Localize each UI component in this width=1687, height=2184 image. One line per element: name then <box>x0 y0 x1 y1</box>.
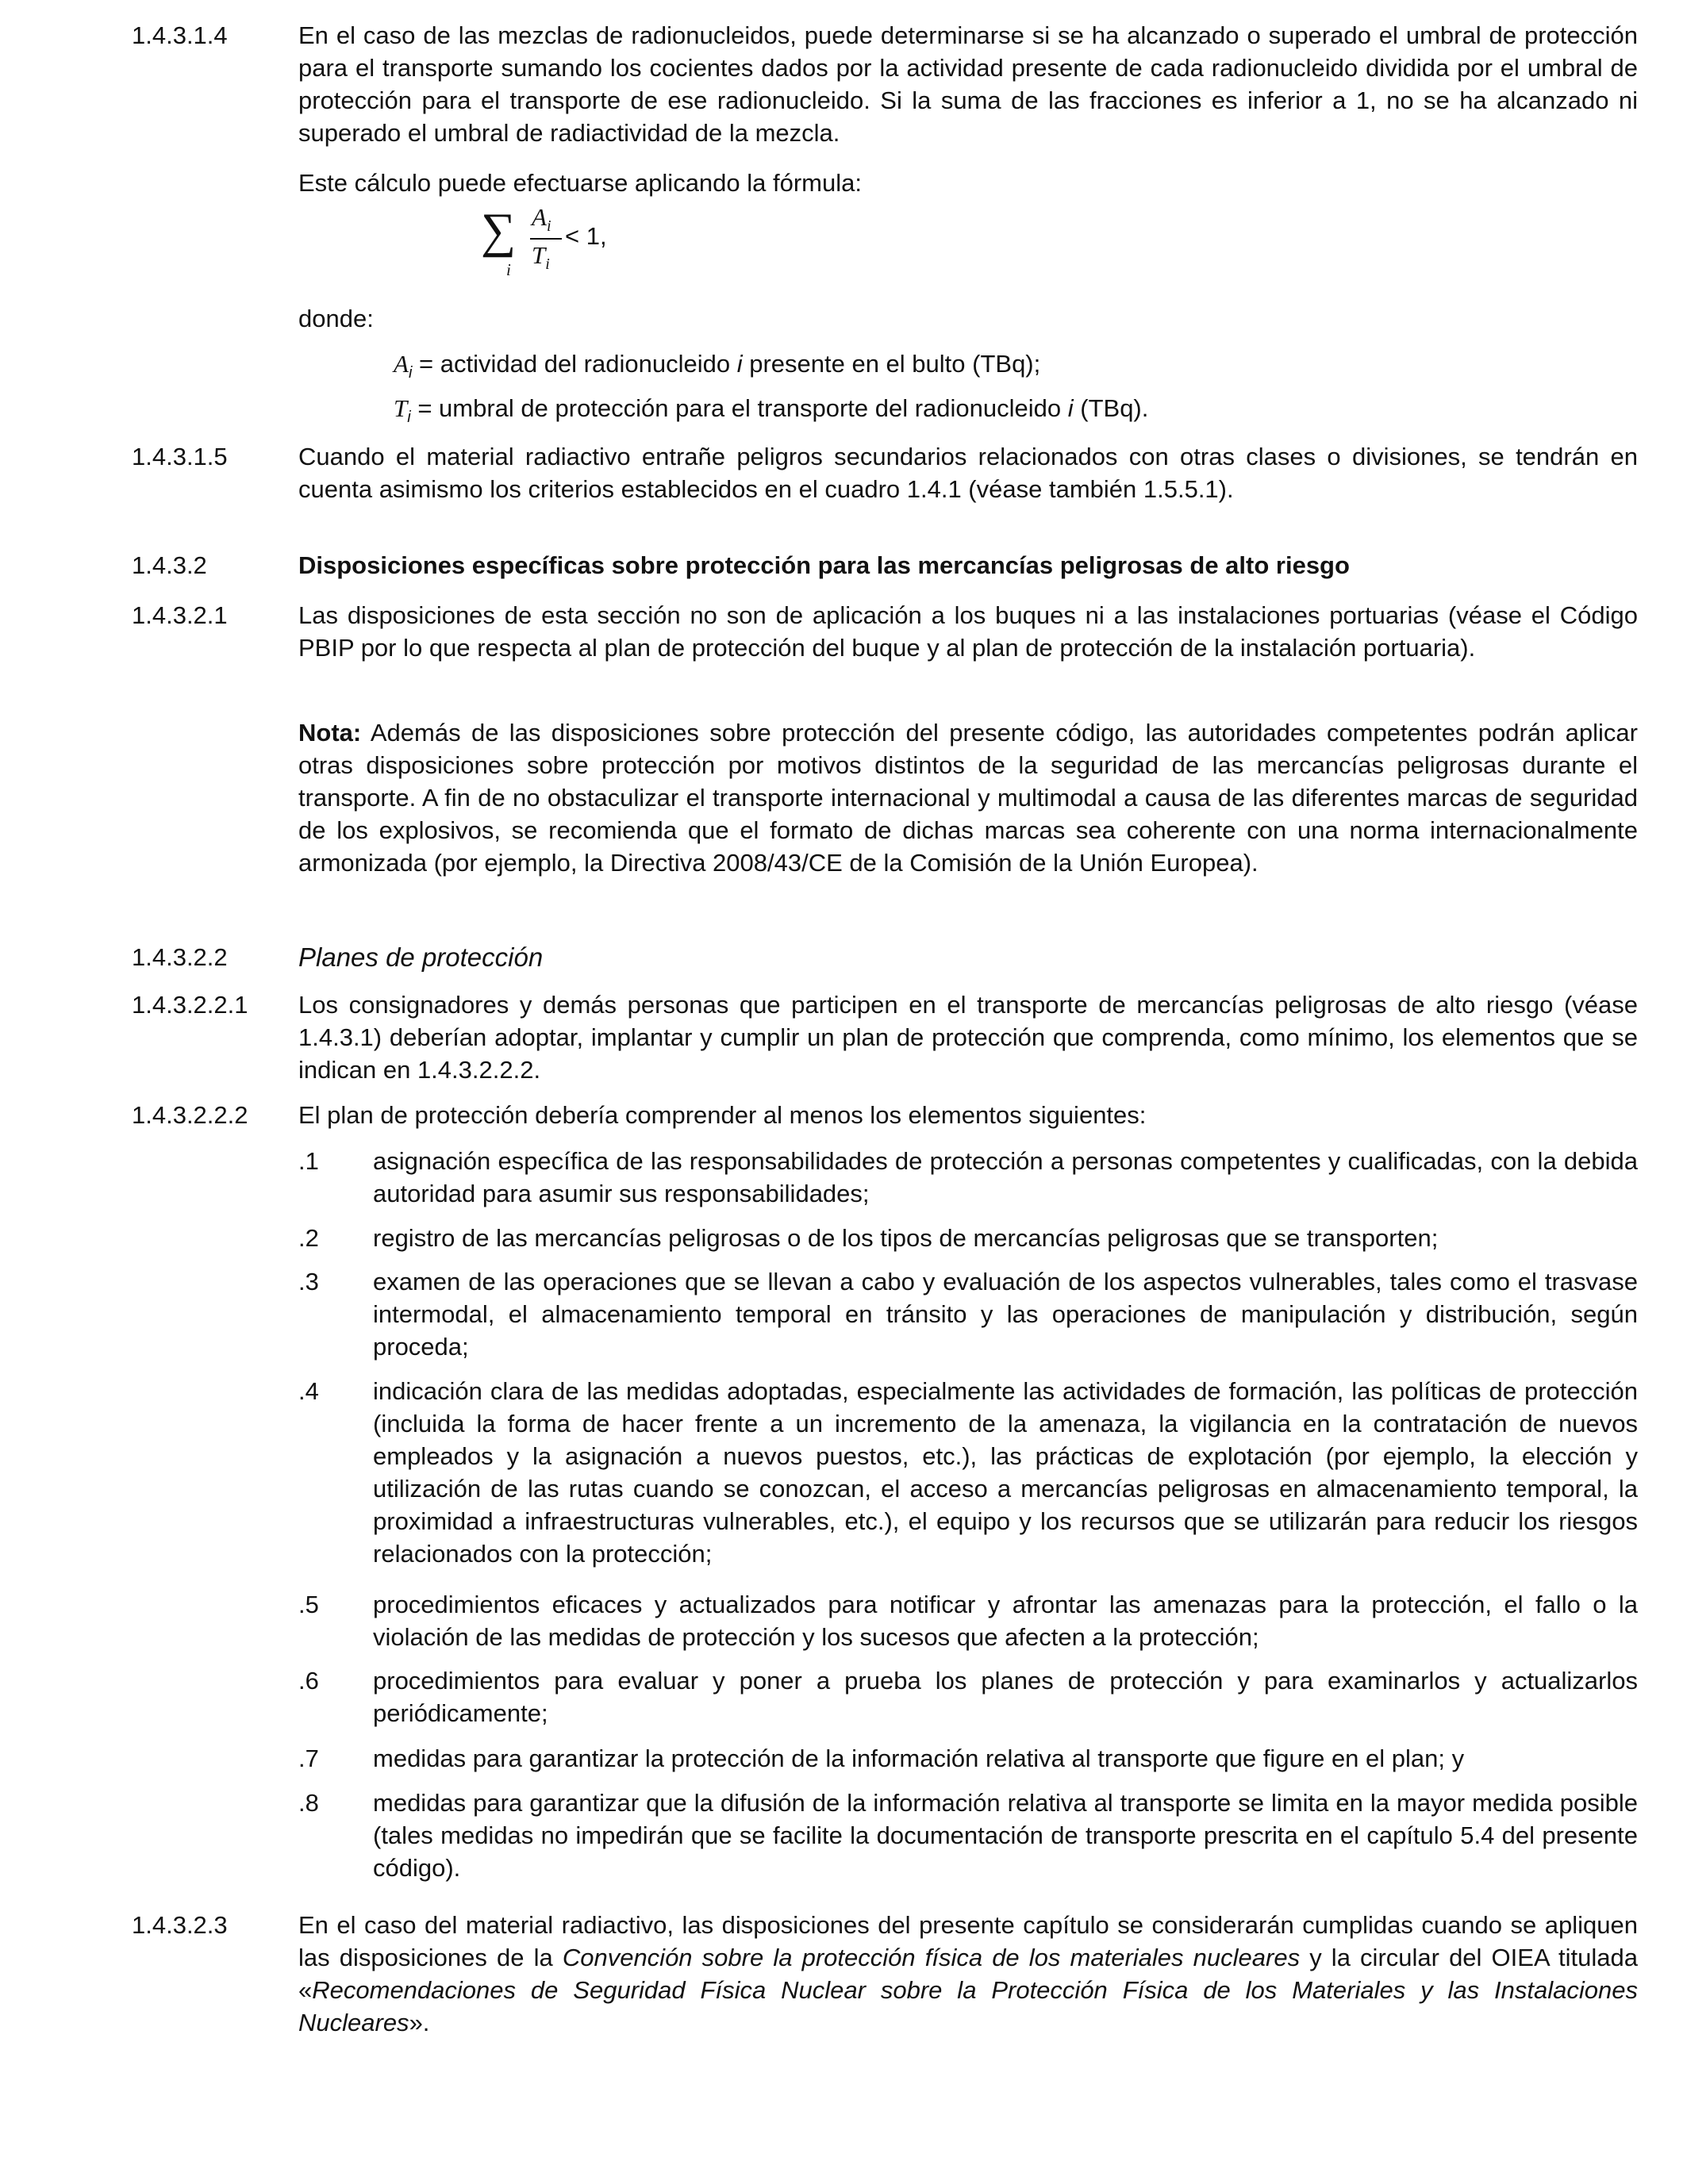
list-item-label: .4 <box>298 1377 319 1405</box>
list-item-label: .2 <box>298 1224 319 1252</box>
list-item-text: medidas para garantizar la protección de la información relativa al transporte que figure en el plan; y <box>373 1745 1465 1772</box>
section-number: 1.4.3.2.1 <box>132 601 228 629</box>
section-heading: Disposiciones específicas sobre protección para las mercancías peligrosas de alto riesgo <box>298 551 1350 579</box>
section-paragraph: Las disposiciones de esta sección no son de aplicación a los buques ni a las instalaciones portuarias (véase el Código PBIP por lo que respecta al plan de protección del buque y al plan de protección de la instalación portuaria). <box>298 601 1638 662</box>
section-paragraph: Los consignadores y demás personas que participen en el transporte de mercancías peligrosas de alto riesgo (véase 1.4.3.1) deberían adoptar, implantar y cumplir un plan de protección que comprenda, como mínimo, los elementos que se indican en 1.4.3.2.2.2. <box>298 991 1638 1084</box>
sum-index: i <box>506 260 511 279</box>
where-label: donde: <box>298 305 374 332</box>
list-item-text: asignación específica de las responsabilidades de protección a personas competentes y cualificadas, con la debida autoridad para asumir sus responsabilidades; <box>373 1147 1638 1207</box>
list-item-label: .7 <box>298 1745 319 1772</box>
section-number: 1.4.3.2.3 <box>132 1911 228 1939</box>
section-number: 1.4.3.2.2.2 <box>132 1101 248 1129</box>
list-item-text: examen de las operaciones que se llevan a cabo y evaluación de los aspectos vulnerables, tales como el trasvase intermodal, el almacenamiento temporal en tránsito y las operaciones de manipulación y distribución, según proceda; <box>373 1268 1638 1361</box>
formula-relation: < 1, <box>565 222 607 250</box>
fraction-bar <box>530 238 562 240</box>
section-paragraph: El plan de protección debería comprender al menos los elementos siguientes: <box>298 1101 1147 1129</box>
definition-t: $T_i$ = umbral de protección para el transporte del radionucleido i (TBq). <box>394 394 1149 426</box>
list-item-text: procedimientos eficaces y actualizados para notificar y afrontar las amenazas para la protección, el fallo o la violación de las medidas de protección y los sucesos que afecten a la protección; <box>373 1591 1638 1651</box>
list-item-label: .6 <box>298 1667 319 1695</box>
note-label: Nota: <box>298 719 362 747</box>
circular-title: Recomendaciones de Seguridad Física Nuclear sobre la Protección Física de los Materiales y las Instalaciones Nucleares <box>298 1976 1638 2036</box>
convention-title: Convención sobre la protección física de los materiales nucleares <box>562 1944 1310 1971</box>
section-number: 1.4.3.2 <box>132 551 207 579</box>
list-item-text: medidas para garantizar que la difusión de la información relativa al transporte se limita en la mayor medida posible (tales medidas no impedirán que se facilite la documentación de transporte prescrita en el capítulo 5.4 del presente código). <box>373 1789 1638 1882</box>
section-paragraph: Cuando el material radiactivo entrañe peligros secundarios relacionados con otras clases o divisiones, se tendrán en cuenta asimismo los criterios establecidos en el cuadro 1.4.1 (véase también 1.5.5.1). <box>298 443 1638 503</box>
note-text: Además de las disposiciones sobre protección del presente código, las autoridades competentes podrán aplicar otras disposiciones sobre protección por motivos distintos de la seguridad de las mercancías peligrosas durante el transporte. A fin de no obstaculizar el transporte internacional y multimodal a causa de las diferentes marcas de seguridad de los explosivos, se recomienda que el formato de dichas marcas sea coherente con una norma internacionalmente armonizada (por ejemplo, la Directiva 2008/43/CE de la Comisión de la Unión Europea). <box>298 719 1638 877</box>
summation-formula <box>481 203 663 290</box>
list-item-label: .3 <box>298 1268 319 1295</box>
sigma-symbol: ∑ <box>481 204 517 258</box>
list-item-text: procedimientos para evaluar y poner a prueba los planes de protección y para examinarlos y actualizarlos periódicamente; <box>373 1667 1638 1727</box>
list-item-text: indicación clara de las medidas adoptadas, especialmente las actividades de formación, las políticas de protección (incluida la forma de hacer frente a un incremento de la amenaza, la vigilancia en la contratación de nuevos empleados y la asignación a nuevos puestos, etc.), las prácticas de explotación (por ejemplo, la elección y utilización de las rutas cuando se conozcan, el acceso a mercancías peligrosas en almacenamiento temporal, la proximidad a infraestructuras vulnerables, etc.), el equipo y los recursos que se utilizarán para reducir los riesgos relacionados con la protección; <box>373 1377 1638 1568</box>
section-paragraph: En el caso del material radiactivo, las disposiciones del presente capítulo se considerarán cumplidas cuando se apliquen las disposiciones de la Convención sobre la protección física de los materiales nucleares y la circular del OIEA titulada «Recomendaciones de Seguridad Física Nuclear sobre la Protección Física de los Materiales y las Instalaciones Nucleares». <box>298 1911 1639 2036</box>
section-number: 1.4.3.2.2.1 <box>132 991 248 1019</box>
section-heading: Planes de protección <box>298 942 544 972</box>
formula-intro: Este cálculo puede efectuarse aplicando la fórmula: <box>298 169 862 197</box>
note-paragraph <box>298 716 1638 879</box>
fraction-numerator: $A_i$ <box>532 203 551 235</box>
list-item <box>298 1145 1638 1210</box>
list-item-label: .1 <box>298 1147 319 1175</box>
section-number: 1.4.3.2.2 <box>132 943 228 971</box>
list-item-label: .8 <box>298 1789 319 1817</box>
fraction-denominator: $T_i$ <box>532 241 550 273</box>
section-number: 1.4.3.1.5 <box>132 443 228 470</box>
section-number: 1.4.3.1.4 <box>132 21 228 49</box>
list-item-text: registro de las mercancías peligrosas o de los tipos de mercancías peligrosas que se transporten; <box>373 1224 1439 1252</box>
section-paragraph: En el caso de las mezclas de radionucleidos, puede determinarse si se ha alcanzado o superado el umbral de protección para el transporte sumando los cocientes dados por la actividad presente de cada radionucleido dividida por el umbral de protección para el transporte de ese radionucleido. Si la suma de las fracciones es inferior a 1, no se ha alcanzado ni superado el umbral de radiactividad de la mezcla. <box>298 21 1638 147</box>
list-item-label: .5 <box>298 1591 319 1618</box>
definition-a: $A_i$ = actividad del radionucleido i presente en el bulto (TBq); <box>394 350 1041 382</box>
